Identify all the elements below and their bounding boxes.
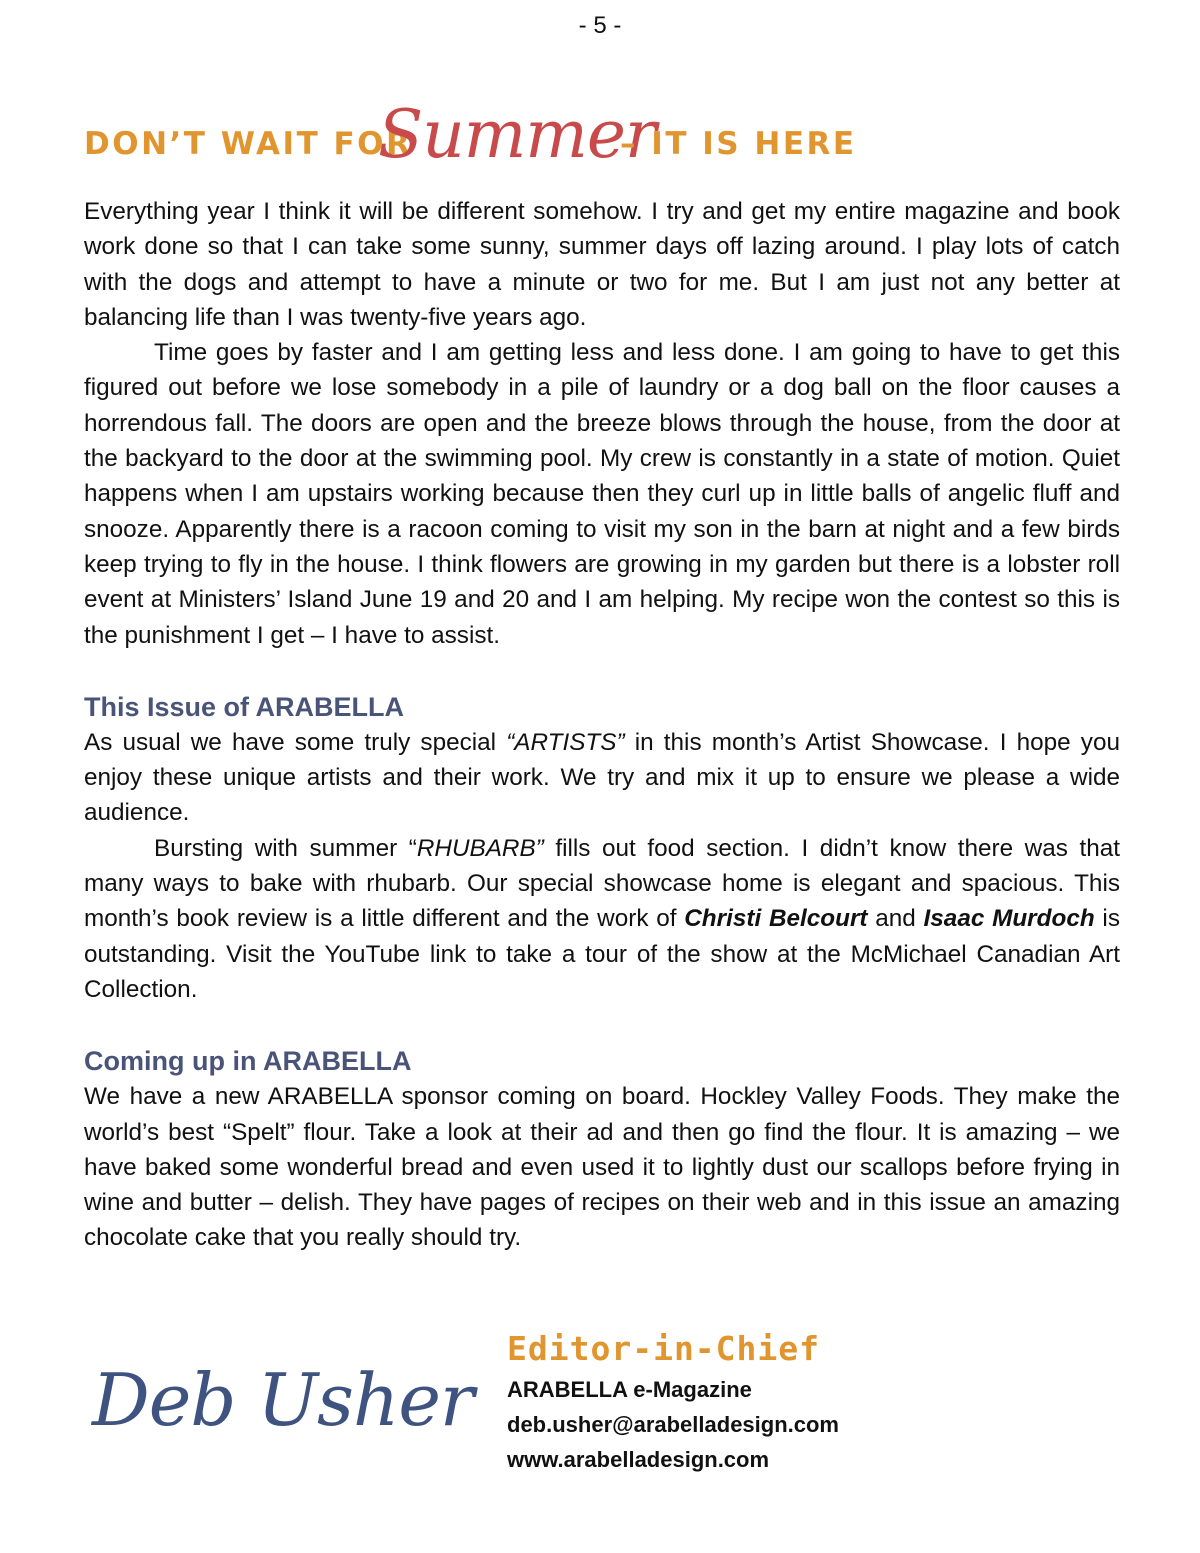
editor-title: Editor-in-Chief <box>507 1329 821 1368</box>
page-number: - 5 - <box>578 12 622 39</box>
intro-paragraph-2: Time goes by faster and I am getting less and less done. I am going to have to get this figured out before we lose somebody in a pile of laundry or a dog ball on the floor causes a horrendous fall. The doors are open and the breeze blows through the house, from the door at the backyard to the door at the swimming pool. My crew is constantly in a state of motion. Quiet happens when I am upstairs working because then they curl up in little balls of angelic fluff and snooze. Apparently there is a racoon coming to visit my son in the barn at night and a few birds keep trying to fly in the house. I think flowers are growing in my garden but there is a lobster roll event at Ministers’ Island June 19 and 20 and I am helping. My recipe won the contest so this is the punishment I get – I have to assist. <box>84 339 1120 649</box>
headline-part1: DON’T WAIT FOR <box>84 126 413 162</box>
editor-email-link[interactable]: deb.usher@arabelladesign.com <box>507 1412 839 1437</box>
editor-block <box>507 1326 839 1477</box>
this-issue-paragraph-2: Bursting with summer “RHUBARB” fills out food section. I didn’t know there was that many ways to bake with rhubarb. Our special showcase home is elegant and spacious. This month’s book review is a little different and the work of Christi Belcourt and Isaac Murdoch is outstanding. Visit the YouTube link to take a tour of the show at the McMichael Canadian Art Collection. <box>84 834 1120 1003</box>
coming-up-heading: Coming up in ARABELLA <box>84 1046 412 1077</box>
rhubarb-emphasis: RHUBARB” <box>416 834 544 862</box>
headline <box>84 96 1124 176</box>
editor-magazine: ARABELLA e-Magazine <box>507 1377 752 1402</box>
artists-emphasis: “ARTISTS” <box>506 728 625 756</box>
this-issue-paragraph-1: As usual we have some truly special “ARTISTS” in this month’s Artist Showcase. I hope you enjoy these unique artists and their work. We try and mix it up to ensure we please a wide audience. <box>84 728 1120 827</box>
intro-paragraph-1: Everything year I think it will be different somehow. I try and get my entire magazine and book work done so that I can take some sunny, summer days off lazing around. I play lots of catch with the dogs and attempt to have a minute or two for me. But I am just not any better at balancing life than I was twenty-five years ago. <box>84 198 1120 331</box>
coming-up-paragraph: We have a new ARABELLA sponsor coming on board. Hockley Valley Foods. They make the world’s best “Spelt” flour. Take a look at their ad and then go find the flour. It is amazing – we have baked some wonderful bread and even used it to lightly dust our scallops before frying in wine and butter – delish. They have pages of recipes on their web and in this issue an amazing chocolate cake that you really should try. <box>84 1083 1120 1252</box>
artist-name-christi-belcourt: Christi Belcourt <box>684 905 868 933</box>
artist-name-isaac-murdoch: Isaac Murdoch <box>923 905 1095 933</box>
headline-part2: – IT IS HERE <box>620 126 857 162</box>
article-body <box>84 194 1120 1256</box>
headline-script-word: Summer <box>378 96 656 173</box>
signature: Deb Usher <box>92 1358 474 1442</box>
editor-website-link[interactable]: www.arabelladesign.com <box>507 1447 770 1472</box>
this-issue-heading: This Issue of ARABELLA <box>84 691 405 722</box>
